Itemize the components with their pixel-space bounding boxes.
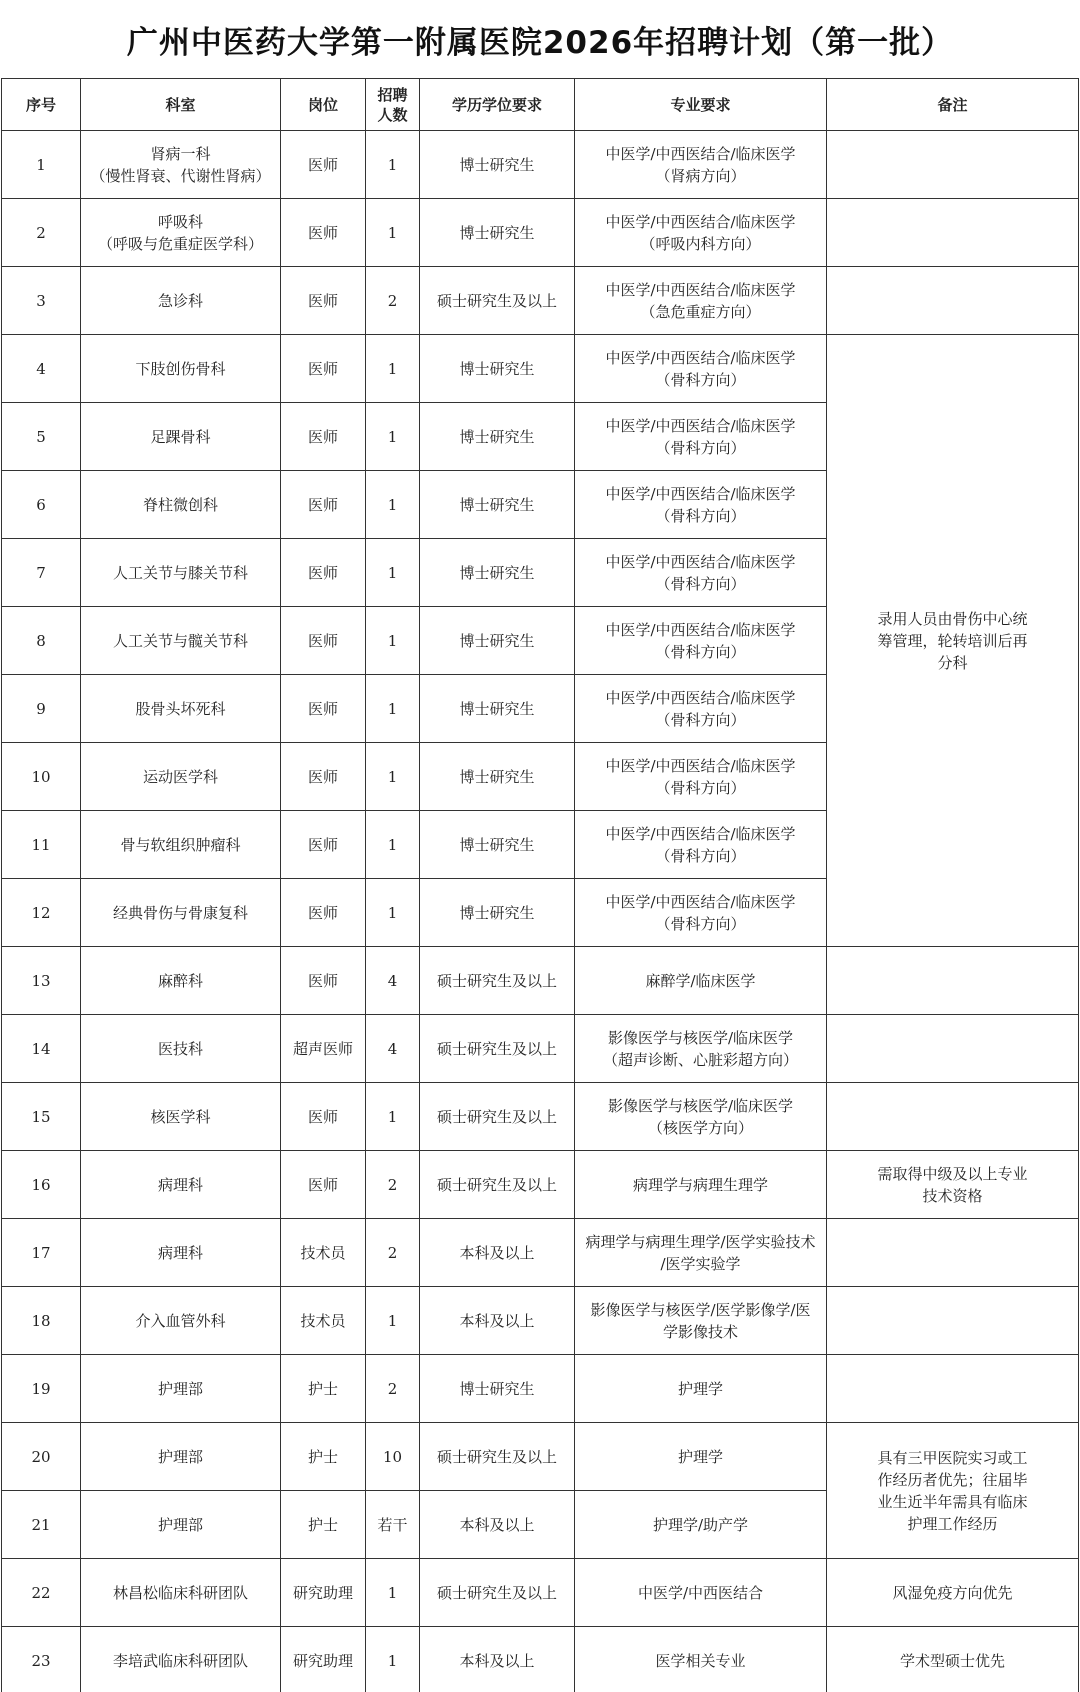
header-count-line1: 招聘 [377, 85, 408, 104]
cell-edu: 硕士研究生及以上 [420, 1151, 575, 1219]
cell-major-line2: （骨科方向） [655, 438, 746, 457]
cell-major [575, 1015, 827, 1083]
cell-count: 2 [366, 267, 420, 335]
note-pathology-l1: 需取得中级及以上专业 [877, 1164, 1028, 1183]
cell-count: 2 [366, 1355, 420, 1423]
cell-dept-line2: （呼吸与危重症医学科） [97, 234, 263, 253]
cell-dept-line1: 下肢创伤骨科 [135, 359, 226, 378]
cell-dept-line1: 骨与软组织肿瘤科 [120, 835, 241, 854]
table-row [2, 947, 1079, 1015]
cell-note [827, 1355, 1079, 1423]
cell-seq: 9 [2, 675, 81, 743]
note-nursing-l1: 具有三甲医院实习或工 [877, 1448, 1028, 1467]
cell-seq: 18 [2, 1287, 81, 1355]
cell-major-line1: 中医学/中西医结合/临床医学 [605, 620, 796, 639]
cell-edu: 硕士研究生及以上 [420, 1423, 575, 1491]
cell-dept-line1: 核医学科 [150, 1107, 211, 1126]
cell-major-line1: 中医学/中西医结合/临床医学 [605, 348, 796, 367]
table-row [2, 1015, 1079, 1083]
table-row [2, 335, 1079, 403]
cell-major-line1: 影像医学与核医学/临床医学 [607, 1096, 794, 1115]
cell-major-line2: 学影像技术 [662, 1322, 738, 1341]
cell-edu: 博士研究生 [420, 335, 575, 403]
cell-post: 医师 [281, 811, 366, 879]
header-edu: 学历学位要求 [420, 79, 575, 131]
cell-major-line2: （呼吸内科方向） [640, 234, 761, 253]
cell-count: 1 [366, 743, 420, 811]
cell-edu: 硕士研究生及以上 [420, 947, 575, 1015]
cell-dept [81, 743, 281, 811]
cell-dept [81, 879, 281, 947]
cell-count: 1 [366, 675, 420, 743]
table-row [2, 1083, 1079, 1151]
note-rheum [827, 1559, 1079, 1627]
cell-post: 技术员 [281, 1287, 366, 1355]
cell-dept-line1: 经典骨伤与骨康复科 [112, 903, 248, 922]
cell-dept [81, 1219, 281, 1287]
cell-seq: 5 [2, 403, 81, 471]
cell-post: 医师 [281, 403, 366, 471]
cell-seq: 15 [2, 1083, 81, 1151]
cell-major [575, 1355, 827, 1423]
cell-seq: 4 [2, 335, 81, 403]
cell-edu: 硕士研究生及以上 [420, 1083, 575, 1151]
table-row [2, 1151, 1079, 1219]
cell-dept [81, 471, 281, 539]
cell-seq: 13 [2, 947, 81, 1015]
cell-major-line1: 中医学/中西医结合 [637, 1583, 764, 1602]
cell-major [575, 1491, 827, 1559]
cell-major-line2: （骨科方向） [655, 642, 746, 661]
cell-major-line1: 中医学/中西医结合/临床医学 [605, 280, 796, 299]
cell-seq: 19 [2, 1355, 81, 1423]
note-ortho-l2: 筹管理，轮转培训后再 [877, 631, 1028, 650]
cell-dept [81, 675, 281, 743]
cell-note [827, 199, 1079, 267]
cell-post: 超声医师 [281, 1015, 366, 1083]
cell-dept-line1: 人工关节与膝关节科 [112, 563, 248, 582]
note-ortho-center [827, 335, 1079, 947]
cell-dept-line1: 护理部 [157, 1447, 203, 1466]
cell-count: 1 [366, 1559, 420, 1627]
cell-seq: 7 [2, 539, 81, 607]
table-header-row [2, 79, 1079, 131]
cell-post: 医师 [281, 471, 366, 539]
header-post: 岗位 [281, 79, 366, 131]
cell-dept-line1: 肾病一科 [150, 144, 211, 163]
cell-major-line2: /医学实验学 [660, 1254, 741, 1273]
note-academic [827, 1627, 1079, 1692]
cell-major-line1: 护理学 [677, 1447, 723, 1466]
cell-count: 4 [366, 947, 420, 1015]
cell-dept [81, 607, 281, 675]
cell-major-line2: （骨科方向） [655, 778, 746, 797]
cell-count: 1 [366, 811, 420, 879]
table-row [2, 131, 1079, 199]
cell-major-line1: 中医学/中西医结合/临床医学 [605, 552, 796, 571]
cell-dept [81, 1491, 281, 1559]
cell-dept [81, 403, 281, 471]
table-row [2, 199, 1079, 267]
cell-dept-line1: 人工关节与髋关节科 [112, 631, 248, 650]
cell-major [575, 879, 827, 947]
table-row [2, 1627, 1079, 1692]
cell-edu: 博士研究生 [420, 675, 575, 743]
cell-count: 10 [366, 1423, 420, 1491]
cell-seq: 11 [2, 811, 81, 879]
cell-count: 1 [366, 607, 420, 675]
note-nursing-l4: 护理工作经历 [907, 1514, 998, 1533]
cell-dept-line1: 护理部 [157, 1515, 203, 1534]
cell-note [827, 1219, 1079, 1287]
cell-note [827, 267, 1079, 335]
cell-dept [81, 1627, 281, 1692]
cell-count: 1 [366, 131, 420, 199]
cell-note [827, 1287, 1079, 1355]
cell-major [575, 471, 827, 539]
cell-seq: 22 [2, 1559, 81, 1627]
cell-edu: 硕士研究生及以上 [420, 267, 575, 335]
cell-major-line1: 中医学/中西医结合/临床医学 [605, 824, 796, 843]
cell-post: 护士 [281, 1423, 366, 1491]
header-count-line2: 人数 [377, 105, 408, 124]
cell-major-line1: 医学相关专业 [655, 1651, 746, 1670]
page-title: 广州中医药大学第一附属医院2026年招聘计划（第一批） [126, 24, 954, 61]
cell-post: 医师 [281, 1151, 366, 1219]
cell-major [575, 1151, 827, 1219]
cell-dept [81, 811, 281, 879]
cell-post: 医师 [281, 607, 366, 675]
table-row [2, 1559, 1079, 1627]
cell-post: 研究助理 [281, 1627, 366, 1692]
cell-count: 1 [366, 539, 420, 607]
cell-post: 医师 [281, 675, 366, 743]
cell-edu: 博士研究生 [420, 743, 575, 811]
cell-dept [81, 267, 281, 335]
cell-post: 医师 [281, 1083, 366, 1151]
cell-count: 1 [366, 403, 420, 471]
cell-major [575, 1559, 827, 1627]
cell-major-line1: 中医学/中西医结合/临床医学 [605, 416, 796, 435]
table-body [2, 131, 1079, 1692]
cell-count: 1 [366, 1627, 420, 1692]
cell-count: 1 [366, 471, 420, 539]
cell-dept [81, 1559, 281, 1627]
cell-edu: 本科及以上 [420, 1287, 575, 1355]
cell-major [575, 1287, 827, 1355]
cell-count: 4 [366, 1015, 420, 1083]
cell-post: 医师 [281, 947, 366, 1015]
cell-major-line2: （急危重症方向） [640, 302, 761, 321]
cell-post: 护士 [281, 1355, 366, 1423]
recruitment-table [1, 78, 1079, 1692]
cell-major [575, 267, 827, 335]
header-note: 备注 [827, 79, 1079, 131]
cell-seq: 16 [2, 1151, 81, 1219]
cell-seq: 1 [2, 131, 81, 199]
cell-major [575, 607, 827, 675]
cell-count: 若干 [366, 1491, 420, 1559]
cell-edu: 博士研究生 [420, 199, 575, 267]
cell-post: 研究助理 [281, 1559, 366, 1627]
cell-dept-line1: 麻醉科 [157, 971, 203, 990]
cell-dept [81, 539, 281, 607]
table-row [2, 267, 1079, 335]
header-major: 专业要求 [575, 79, 827, 131]
cell-major-line2: （骨科方向） [655, 506, 746, 525]
cell-dept-line1: 急诊科 [157, 291, 203, 310]
cell-major-line1: 麻醉学/临床医学 [645, 971, 756, 990]
cell-dept [81, 947, 281, 1015]
cell-major-line2: （骨科方向） [655, 710, 746, 729]
cell-seq: 3 [2, 267, 81, 335]
cell-seq: 10 [2, 743, 81, 811]
cell-edu: 本科及以上 [420, 1627, 575, 1692]
cell-major [575, 199, 827, 267]
cell-count: 2 [366, 1219, 420, 1287]
cell-seq: 2 [2, 199, 81, 267]
cell-major [575, 403, 827, 471]
cell-note [827, 1015, 1079, 1083]
cell-note [827, 1083, 1079, 1151]
cell-seq: 21 [2, 1491, 81, 1559]
cell-dept-line1: 病理科 [157, 1243, 203, 1262]
note-academic: 学术型硕士优先 [899, 1651, 1005, 1670]
cell-post: 护士 [281, 1491, 366, 1559]
cell-post: 医师 [281, 539, 366, 607]
cell-post: 医师 [281, 335, 366, 403]
cell-dept-line1: 运动医学科 [142, 767, 218, 786]
cell-post: 技术员 [281, 1219, 366, 1287]
cell-count: 2 [366, 1151, 420, 1219]
cell-edu: 博士研究生 [420, 811, 575, 879]
cell-edu: 博士研究生 [420, 879, 575, 947]
cell-major [575, 1627, 827, 1692]
cell-major-line1: 影像医学与核医学/临床医学 [607, 1028, 794, 1047]
cell-count: 1 [366, 879, 420, 947]
cell-dept [81, 1151, 281, 1219]
cell-dept [81, 1287, 281, 1355]
cell-dept [81, 199, 281, 267]
cell-edu: 硕士研究生及以上 [420, 1015, 575, 1083]
cell-major-line1: 中医学/中西医结合/临床医学 [605, 892, 796, 911]
cell-post: 医师 [281, 131, 366, 199]
cell-dept-line1: 脊柱微创科 [142, 495, 218, 514]
cell-edu: 博士研究生 [420, 1355, 575, 1423]
cell-edu: 博士研究生 [420, 607, 575, 675]
cell-count: 1 [366, 1287, 420, 1355]
cell-dept [81, 131, 281, 199]
cell-count: 1 [366, 1083, 420, 1151]
cell-major [575, 675, 827, 743]
note-ortho-l3: 分科 [937, 653, 968, 672]
cell-edu: 硕士研究生及以上 [420, 1559, 575, 1627]
cell-dept [81, 1355, 281, 1423]
cell-edu: 博士研究生 [420, 539, 575, 607]
cell-post: 医师 [281, 879, 366, 947]
cell-major [575, 131, 827, 199]
cell-major-line2: （骨科方向） [655, 370, 746, 389]
cell-dept [81, 335, 281, 403]
cell-major-line1: 护理学/助产学 [652, 1515, 749, 1534]
cell-dept [81, 1015, 281, 1083]
cell-count: 1 [366, 335, 420, 403]
table-row [2, 1355, 1079, 1423]
cell-edu: 本科及以上 [420, 1491, 575, 1559]
cell-major-line2: （核医学方向） [647, 1118, 753, 1137]
cell-major [575, 1083, 827, 1151]
note-ortho-l1: 录用人员由骨伤中心统 [877, 609, 1028, 628]
cell-dept-line1: 李培武临床科研团队 [112, 1651, 248, 1670]
cell-seq: 8 [2, 607, 81, 675]
cell-major-line2: （骨科方向） [655, 846, 746, 865]
header-dept: 科室 [81, 79, 281, 131]
cell-note [827, 131, 1079, 199]
cell-major [575, 811, 827, 879]
note-pathology [827, 1151, 1079, 1219]
cell-dept-line1: 介入血管外科 [135, 1311, 226, 1330]
cell-major-line1: 中医学/中西医结合/临床医学 [605, 688, 796, 707]
cell-edu: 本科及以上 [420, 1219, 575, 1287]
cell-dept-line1: 呼吸科 [157, 212, 203, 231]
cell-major-line1: 中医学/中西医结合/临床医学 [605, 756, 796, 775]
note-nursing [827, 1423, 1079, 1559]
cell-seq: 23 [2, 1627, 81, 1692]
cell-edu: 博士研究生 [420, 403, 575, 471]
cell-seq: 17 [2, 1219, 81, 1287]
cell-post: 医师 [281, 743, 366, 811]
cell-major-line1: 中医学/中西医结合/临床医学 [605, 484, 796, 503]
header-seq: 序号 [2, 79, 81, 131]
cell-major [575, 335, 827, 403]
cell-major-line1: 中医学/中西医结合/临床医学 [605, 144, 796, 163]
cell-dept-line1: 医技科 [157, 1039, 203, 1058]
cell-dept-line1: 病理科 [157, 1175, 203, 1194]
table-row [2, 1287, 1079, 1355]
cell-dept-line1: 股骨头坏死科 [135, 699, 226, 718]
cell-seq: 12 [2, 879, 81, 947]
cell-major [575, 1423, 827, 1491]
cell-major-line1: 病理学与病理生理学 [632, 1175, 768, 1194]
table-row [2, 1423, 1079, 1491]
cell-major-line2: （肾病方向） [655, 166, 746, 185]
cell-dept-line1: 林昌松临床科研团队 [112, 1583, 248, 1602]
cell-dept-line1: 护理部 [157, 1379, 203, 1398]
cell-major-line1: 影像医学与核医学/医学影像学/医 [590, 1300, 811, 1319]
note-rheum: 风湿免疫方向优先 [892, 1583, 1013, 1602]
cell-note [827, 947, 1079, 1015]
cell-dept-line2: （慢性肾衰、代谢性肾病） [90, 166, 271, 185]
cell-dept [81, 1083, 281, 1151]
cell-major-line2: （超声诊断、心脏彩超方向） [602, 1050, 798, 1069]
cell-dept [81, 1423, 281, 1491]
cell-edu: 博士研究生 [420, 131, 575, 199]
cell-dept-line1: 足踝骨科 [150, 427, 211, 446]
cell-major-line2: （骨科方向） [655, 574, 746, 593]
note-nursing-l2: 作经历者优先；往届毕 [877, 1470, 1028, 1489]
cell-seq: 20 [2, 1423, 81, 1491]
cell-major-line1: 病理学与病理生理学/医学实验技术 [585, 1232, 816, 1251]
cell-major [575, 947, 827, 1015]
cell-seq: 6 [2, 471, 81, 539]
cell-post: 医师 [281, 199, 366, 267]
cell-major-line1: 中医学/中西医结合/临床医学 [605, 212, 796, 231]
cell-major-line2: （骨科方向） [655, 914, 746, 933]
note-pathology-l2: 技术资格 [922, 1186, 983, 1205]
cell-major [575, 1219, 827, 1287]
cell-seq: 14 [2, 1015, 81, 1083]
cell-major [575, 743, 827, 811]
table-row [2, 1219, 1079, 1287]
header-count [366, 79, 420, 131]
note-nursing-l3: 业生近半年需具有临床 [877, 1492, 1028, 1511]
cell-major [575, 539, 827, 607]
cell-edu: 博士研究生 [420, 471, 575, 539]
cell-major-line1: 护理学 [677, 1379, 723, 1398]
cell-post: 医师 [281, 267, 366, 335]
cell-count: 1 [366, 199, 420, 267]
